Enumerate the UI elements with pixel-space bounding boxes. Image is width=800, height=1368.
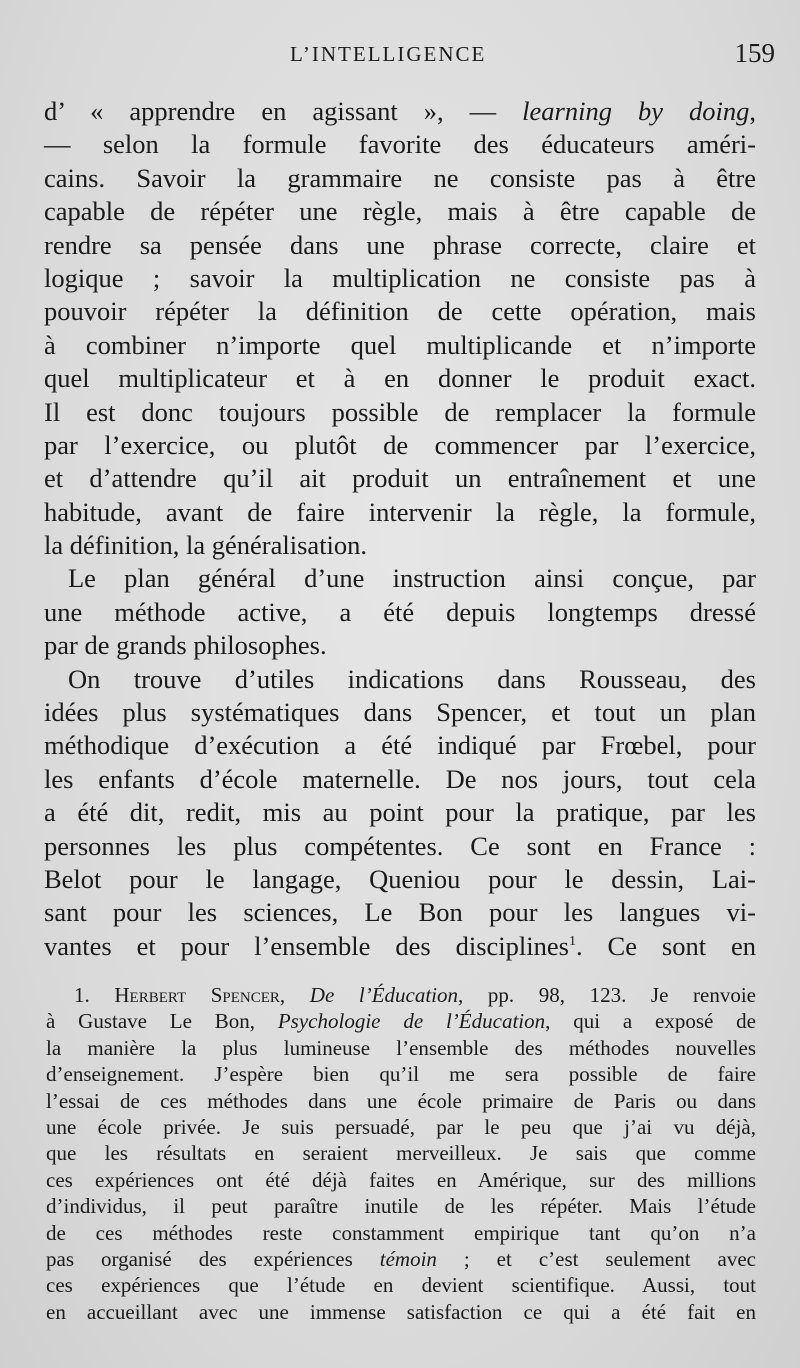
footnote-text: , qui a exposé de — [545, 1009, 756, 1034]
footnote-line: la manière la plus lumineuse l’ensemble des méthodes nouvelles — [46, 1035, 756, 1060]
text-line: et d’attendre qu’il ait produit un entraînement et une — [44, 463, 756, 494]
footnote-line: de ces méthodes reste constamment empirique tant qu’on n’a — [46, 1220, 756, 1245]
text-line: personnes les plus compétentes. Ce sont en France : — [44, 830, 756, 861]
text-line — [44, 95, 756, 128]
footnote-line: ces expériences que l’étude en devient scientifique. Aussi, tout — [46, 1273, 756, 1298]
footnote-line: que les résultats en seraient merveilleux. Je sais que comme — [46, 1141, 756, 1166]
footnote-line: l’essai de ces méthodes dans une école primaire de Paris ou dans — [46, 1088, 756, 1113]
page-header — [40, 38, 775, 78]
footnote-reference-text: , pp. 98, 123. Je renvoie — [458, 983, 756, 1007]
text-line: On trouve d’utiles indications dans Rousseau, des — [68, 663, 756, 694]
footnote-author: Herbert Spencer — [114, 983, 280, 1007]
running-title: L’INTELLIGENCE — [290, 42, 487, 66]
text-line: pouvoir répéter la définition de cette opération, mais — [44, 296, 756, 327]
text-line-content: d’ « apprendre en agissant », — learning by doing, — [44, 96, 756, 126]
text-line — [44, 930, 756, 963]
text-line: les enfants d’école maternelle. De nos jours, tout cela — [44, 763, 756, 794]
footnote-line — [46, 1008, 756, 1034]
text-line: Belot pour le langage, Queniou pour le dessin, Lai- — [44, 863, 756, 894]
text-line: a été dit, redit, mis au point pour la pratique, par les — [44, 797, 756, 828]
text-line: par l’exercice, ou plutôt de commencer par l’exercice, — [44, 429, 756, 460]
text-line-content: vantes et pour l’ensemble des disciplines — [44, 930, 569, 961]
text-line: habitude, avant de faire intervenir la règle, la formule, — [44, 496, 756, 527]
text-line: capable de répéter une règle, mais à être capable de — [44, 196, 756, 227]
page-number: 159 — [734, 38, 775, 68]
footnote-line — [46, 1246, 756, 1272]
footnote-marker: 1. — [74, 983, 90, 1007]
footnote-title: De l’Éducation — [309, 983, 459, 1007]
text-line: Le plan général d’une instruction ainsi conçue, par — [68, 563, 756, 594]
footnote-reference[interactable]: 1 — [568, 933, 576, 949]
footnote — [46, 982, 756, 1325]
text-line: rendre sa pensée dans une phrase correcte, claire et — [44, 229, 756, 260]
footnote-text: à Gustave Le Bon, — [46, 1009, 278, 1034]
text-line: à combiner n’importe quel multiplicande et n’importe — [44, 329, 756, 360]
text-line: quel multiplicateur et à en donner le produit exact. — [44, 363, 756, 394]
text-line: la définition, la généralisation. — [44, 530, 368, 561]
footnote-line: une école privée. Je suis persuadé, par le peu que j’ai vu déjà, — [46, 1114, 756, 1139]
footnote-line: d’enseignement. J’espère bien qu’il me sera possible de faire — [46, 1062, 756, 1087]
text-line-content: . Ce sont en — [575, 930, 756, 961]
footnote-text: ; et c’est seulement avec — [436, 1246, 756, 1271]
text-line: cains. Savoir la grammaire ne consiste pas à être — [44, 162, 756, 193]
footnote-line: d’individus, il peut paraître inutile de les répéter. Mais l’étude — [46, 1194, 756, 1219]
main-text — [44, 95, 756, 963]
text-line: idées plus systématiques dans Spencer, et tout un plan — [44, 697, 756, 728]
footnote-emphasis: témoin — [379, 1246, 437, 1271]
text-line: une méthode active, a été depuis longtemps dressé — [44, 596, 756, 627]
emphasis-text: learning by doing — [522, 96, 750, 126]
footnote-title: Psychologie de l’Éducation — [277, 1009, 546, 1034]
text-line: méthodique d’exécution a été indiqué par Frœbel, pour — [44, 730, 756, 761]
footnote-line: 1. Herbert Spencer, De l’Éducation, pp. 98, 123. Je renvoie — [74, 983, 756, 1007]
text-line: logique ; savoir la multiplication ne consiste pas à — [44, 262, 756, 293]
text-line: par de grands philosophes. — [44, 630, 327, 661]
footnote-line: ces expériences ont été déjà faites en Amérique, sur des millions — [46, 1167, 756, 1192]
footnote-line: en accueillant avec une immense satisfaction ce qui a été fait en — [46, 1299, 756, 1324]
text-line: sant pour les sciences, Le Bon pour les langues vi- — [44, 897, 756, 928]
text-line: — selon la formule favorite des éducateurs améri- — [44, 129, 756, 160]
text-line: Il est donc toujours possible de remplacer la formule — [44, 396, 756, 427]
footnote-text: pas organisé des expériences — [46, 1246, 380, 1271]
